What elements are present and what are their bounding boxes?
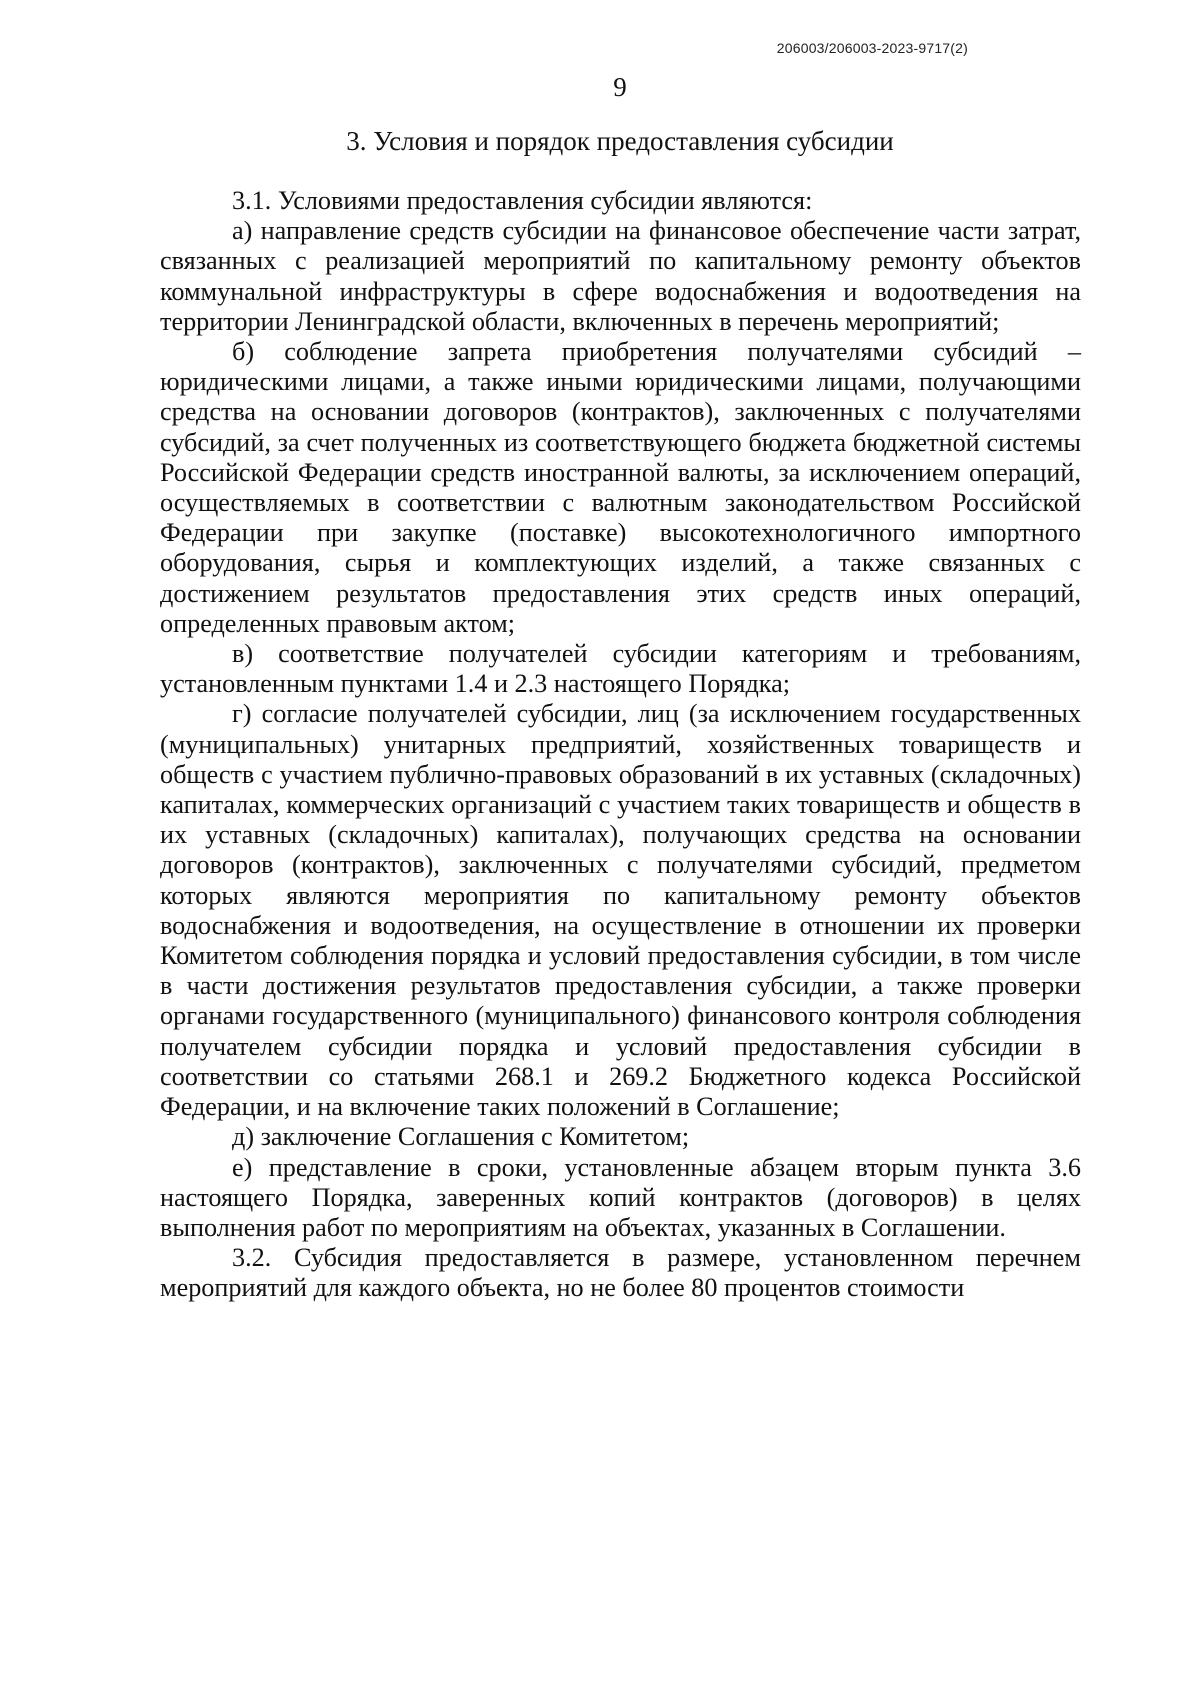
paragraph-v: в) соответствие получателей субсидии категориям и требованиям, установленным пунктами 1.4 и 2.3 настоящего Порядка; — [160, 639, 1081, 699]
paragraph-b: б) соблюдение запрета приобретения получателями субсидий – юридическими лицами, а также иными юридическими лицами, получающими средства на основании договоров (контрактов), заключенных с получателями субсидий, за счет полученных из соответствующего бюджета бюджетной системы Российской Федерации средств иностранной валюты, за исключением операций, осуществляемых в соответствии с валютным законодательством Российской Федерации при закупке (поставке) высокотехнологичного импортного оборудования, сырья и комплектующих изделий, а также связанных с достижением результатов предоставления этих средств иных операций, определенных правовым актом; — [160, 337, 1081, 638]
document-id: 206003/206003-2023-9717(2) — [776, 40, 968, 56]
paragraph-g: г) согласие получателей субсидии, лиц (за исключением государственных (муниципальных) унитарных предприятий, хозяйственных товариществ и обществ с участием публично-правовых образований в их уставных (складочных) капиталах, коммерческих организаций с участием таких товариществ и обществ в их уставных (складочных) капиталах), получающих средства на основании договоров (контрактов), заключенных с получателями субсидий, предметом которых являются мероприятия по капитальному ремонту объектов водоснабжения и водоотведения, на осуществление в отношении их проверки Комитетом соблюдения порядка и условий предоставления субсидии, в том числе в части достижения результатов предоставления субсидии, а также проверки органами государственного (муниципального) финансового контроля соблюдения получателем субсидии порядка и условий предоставления субсидии в соответствии со статьями 268.1 и 269.2 Бюджетного кодекса Российской Федерации, и на включение таких положений в Соглашение; — [160, 699, 1081, 1122]
paragraph-a: а) направление средств субсидии на финансовое обеспечение части затрат, связанных с реализацией мероприятий по капитальному ремонту объектов коммунальной инфраструктуры в сфере водоснабжения и водоотведения на территории Ленинградской области, включенных в перечень мероприятий; — [160, 216, 1081, 336]
document-body — [160, 186, 1081, 1304]
paragraph-d: д) заключение Соглашения с Комитетом; — [232, 1122, 690, 1152]
paragraph-e: е) представление в сроки, установленные абзацем вторым пункта 3.6 настоящего Порядка, заверенных копий контрактов (договоров) в целях выполнения работ по мероприятиям на объектах, указанных в Соглашении. — [160, 1152, 1081, 1242]
page-number: 9 — [613, 72, 627, 102]
paragraph-3-2: 3.2. Субсидия предоставляется в размере, установленном перечнем мероприятий для каждого объекта, но не более 80 процентов стоимости — [160, 1243, 1081, 1303]
paragraph-3-1: 3.1. Условиями предоставления субсидии являются: — [232, 186, 813, 215]
section-title: 3. Условия и порядок предоставления субсидии — [346, 126, 894, 156]
